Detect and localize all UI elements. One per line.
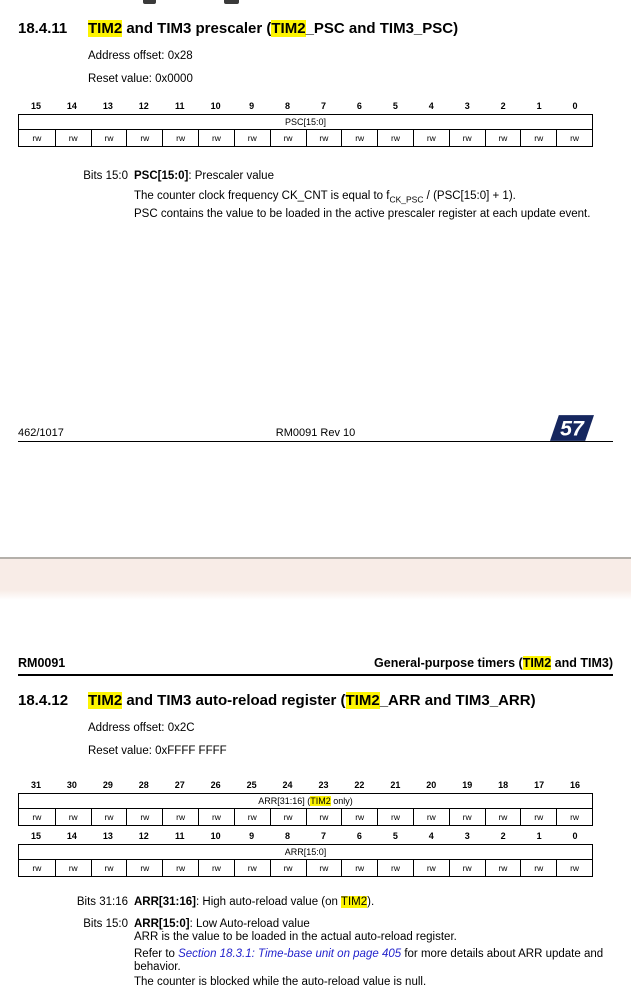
access-cell: rw — [413, 809, 449, 825]
bit-number: 2 — [500, 831, 506, 841]
register-diagram-arr-high — [18, 793, 593, 826]
running-header-doc: RM0091 — [18, 656, 66, 670]
running-header-chapter: General-purpose timers (TIM2 and TIM3) — [374, 656, 613, 670]
bits-description: ARR[31:16]: High auto-reload value (on TIM2). — [134, 896, 375, 908]
access-cell: rw — [55, 809, 91, 825]
access-cell: rw — [234, 860, 270, 876]
access-cell: rw — [270, 809, 306, 825]
bit-number: 21 — [390, 780, 401, 790]
bit-number: 10 — [210, 831, 221, 841]
bits-description: ARR[15:0]: Low Auto-reload value — [134, 918, 310, 930]
bit-number: 4 — [428, 831, 434, 841]
bits-range-label: Bits 31:16 — [76, 896, 128, 908]
bit-number: 26 — [210, 780, 221, 790]
access-cell: rw — [413, 130, 449, 146]
access-cell: rw — [449, 809, 485, 825]
bits-description-line: The counter clock frequency CK_CNT is equal to $f_{CK\_PSC}$ / (PSC[15:0] + 1). — [134, 190, 516, 205]
bits-description-line: Refer to Section 18.3.1: Time-base unit on page 405 for more details about ARR update and — [134, 948, 604, 960]
bit-number: 7 — [320, 101, 326, 111]
section-number: 18.4.12 — [18, 692, 69, 709]
bits-description-line: behavior. — [134, 961, 181, 973]
access-cell: rw — [485, 809, 521, 825]
access-cell: rw — [520, 860, 556, 876]
access-row — [19, 809, 592, 825]
access-cell: rw — [91, 860, 127, 876]
bit-number: 14 — [66, 831, 77, 841]
clipped-text-remnant — [224, 0, 239, 4]
bit-number: 17 — [534, 780, 545, 790]
bits-description-line: ARR is the value to be loaded in the actual auto-reload register. — [134, 931, 457, 943]
bit-number-row — [18, 101, 593, 111]
search-highlight: TIM2 — [345, 692, 380, 709]
bit-number: 22 — [354, 780, 365, 790]
access-cell: rw — [126, 130, 162, 146]
search-highlight: TIM2 — [310, 796, 331, 806]
reset-value: Reset value: 0x0000 — [88, 73, 193, 85]
bit-number: 0 — [572, 101, 578, 111]
bit-number-row — [18, 780, 593, 790]
bit-number: 9 — [249, 101, 255, 111]
cross-reference-link[interactable]: Section 18.3.1: Time-base unit on page 405 — [178, 948, 402, 960]
access-cell: rw — [485, 130, 521, 146]
bit-number: 30 — [66, 780, 77, 790]
header-rule — [18, 674, 613, 676]
access-cell: rw — [556, 130, 592, 146]
field-cell: ARR[31:16] (TIM2 only) — [19, 794, 592, 809]
access-cell: rw — [449, 860, 485, 876]
access-cell: rw — [270, 130, 306, 146]
page-break-gap — [0, 557, 631, 600]
bit-number: 13 — [102, 101, 113, 111]
access-cell: rw — [341, 809, 377, 825]
footer-rule — [18, 441, 613, 442]
bit-number: 25 — [246, 780, 257, 790]
address-offset: Address offset: 0x2C — [88, 722, 195, 734]
subscript: CK_PSC — [389, 194, 424, 205]
bit-number: 12 — [138, 101, 149, 111]
bit-number: 16 — [570, 780, 581, 790]
bit-number: 20 — [426, 780, 437, 790]
bits-description-line: PSC contains the value to be loaded in the active prescaler register at each update event. — [134, 208, 591, 220]
search-highlight: TIM2 — [340, 896, 368, 908]
bit-number: 4 — [428, 101, 434, 111]
access-cell: rw — [485, 860, 521, 876]
access-cell: rw — [306, 130, 342, 146]
access-cell: rw — [449, 130, 485, 146]
access-cell: rw — [198, 860, 234, 876]
bits-range-label: Bits 15:0 — [83, 170, 128, 182]
access-cell: rw — [377, 130, 413, 146]
access-cell: rw — [306, 809, 342, 825]
section-number: 18.4.11 — [18, 20, 68, 37]
bit-number: 14 — [66, 101, 77, 111]
bit-number: 3 — [464, 101, 470, 111]
bit-number: 1 — [536, 831, 542, 841]
access-cell: rw — [556, 860, 592, 876]
access-row — [19, 130, 592, 146]
address-offset: Address offset: 0x28 — [88, 50, 193, 62]
access-cell: rw — [32, 133, 42, 143]
bit-number: 23 — [318, 780, 329, 790]
bit-number: 15 — [30, 101, 41, 111]
search-highlight: TIM2 — [271, 20, 306, 37]
access-cell: rw — [556, 809, 592, 825]
bit-number: 9 — [249, 831, 255, 841]
bits-description-line: The counter is blocked while the auto-reload value is null. — [134, 976, 427, 988]
bit-number: 3 — [464, 831, 470, 841]
register-diagram-psc — [18, 114, 593, 147]
st-logo-glyph: 57 — [560, 416, 584, 441]
bit-number: 6 — [356, 101, 362, 111]
access-cell: rw — [520, 809, 556, 825]
access-cell: rw — [55, 130, 91, 146]
access-cell: rw — [234, 130, 270, 146]
access-cell: rw — [162, 809, 198, 825]
access-cell: rw — [413, 860, 449, 876]
st-logo-icon — [550, 415, 594, 441]
field-cell: PSC[15:0] — [19, 115, 592, 130]
bit-number: 7 — [320, 831, 326, 841]
access-cell: rw — [520, 130, 556, 146]
bit-number: 31 — [30, 780, 41, 790]
page-number: 462/1017 — [18, 427, 64, 439]
search-highlight: TIM2 — [88, 20, 123, 37]
bit-number: 5 — [392, 101, 398, 111]
bit-number: 29 — [102, 780, 113, 790]
bit-number: 6 — [356, 831, 362, 841]
bit-number: 18 — [498, 780, 509, 790]
clipped-text-remnant — [143, 0, 156, 4]
section-title: TIM2 and TIM3 auto-reload register (TIM2_ARR and TIM3_ARR) — [88, 692, 536, 709]
access-cell: rw — [270, 860, 306, 876]
footer-doc-rev: RM0091 Rev 10 — [275, 427, 356, 439]
bit-number: 2 — [500, 101, 506, 111]
access-cell: rw — [198, 130, 234, 146]
access-cell: rw — [162, 860, 198, 876]
bit-number: 12 — [138, 831, 149, 841]
bits-description: PSC[15:0]: Prescaler value — [134, 170, 274, 182]
field-cell: ARR[15:0] — [19, 845, 592, 860]
access-row — [19, 860, 592, 876]
bit-number: 8 — [285, 101, 291, 111]
access-cell: rw — [126, 860, 162, 876]
search-highlight: TIM2 — [88, 692, 123, 709]
bit-number: 5 — [392, 831, 398, 841]
access-cell: rw — [162, 130, 198, 146]
bit-number: 28 — [138, 780, 149, 790]
bit-number: 11 — [174, 831, 185, 841]
bit-number: 8 — [285, 831, 291, 841]
reset-value: Reset value: 0xFFFF FFFF — [88, 745, 227, 757]
search-highlight: TIM2 — [522, 656, 552, 670]
access-cell: rw — [91, 809, 127, 825]
access-cell: rw — [126, 809, 162, 825]
bit-number: 24 — [282, 780, 293, 790]
access-cell: rw — [32, 812, 42, 822]
access-cell: rw — [91, 130, 127, 146]
bit-number: 19 — [462, 780, 473, 790]
access-cell: rw — [55, 860, 91, 876]
access-cell: rw — [234, 809, 270, 825]
access-cell: rw — [341, 860, 377, 876]
register-diagram-arr-low — [18, 844, 593, 877]
bit-number: 10 — [210, 101, 221, 111]
bit-number: 27 — [174, 780, 185, 790]
bit-number-row — [18, 831, 593, 841]
access-cell: rw — [377, 860, 413, 876]
bits-range-label: Bits 15:0 — [83, 918, 128, 930]
bit-number: 13 — [102, 831, 113, 841]
access-cell: rw — [198, 809, 234, 825]
bit-number: 11 — [174, 101, 185, 111]
access-cell: rw — [377, 809, 413, 825]
access-cell: rw — [341, 130, 377, 146]
bit-number: 0 — [572, 831, 578, 841]
access-cell: rw — [32, 863, 42, 873]
bit-number: 1 — [536, 101, 542, 111]
access-cell: rw — [306, 860, 342, 876]
section-title: TIM2 and TIM3 prescaler (TIM2_PSC and TIM3_PSC) — [88, 20, 459, 37]
bit-number: 15 — [30, 831, 41, 841]
